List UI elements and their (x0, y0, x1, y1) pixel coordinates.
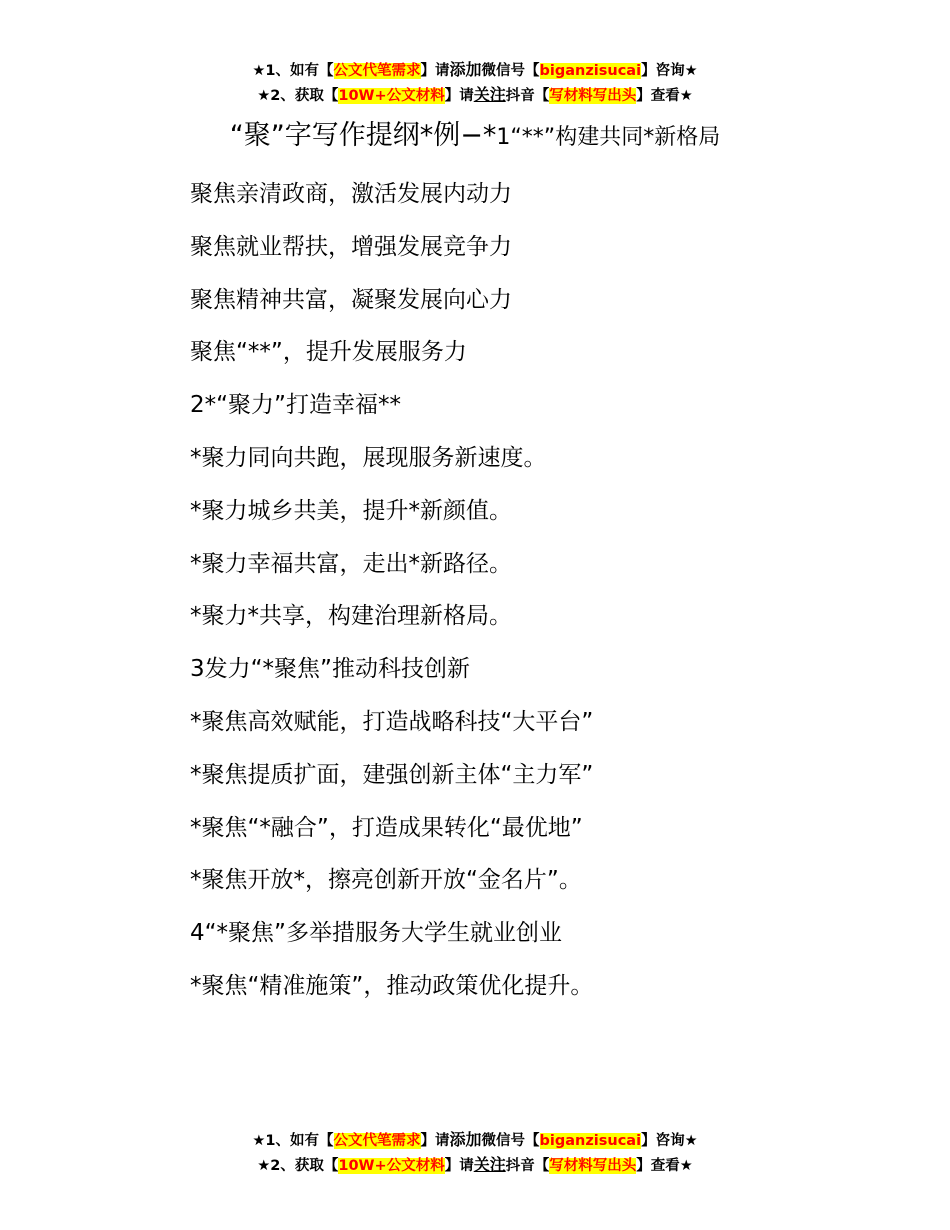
outline-heading: 2*“聚力”打造幸福** (190, 392, 401, 419)
outline-line: *聚力同向共跑，展现服务新速度。 (190, 444, 547, 471)
document-title (0, 112, 950, 162)
footer-banner (0, 1128, 950, 1178)
banner-line-1: ★1、如有【公文代笔需求】请添加微信号【biganzisucai】咨询★ (252, 60, 698, 79)
header-banner (0, 58, 950, 108)
outline-line: *聚焦开放*，擦亮创新开放“金名片”。 (190, 867, 582, 894)
banner-highlight: biganzisucai (539, 63, 642, 79)
outline-heading: 4“*聚焦”多举措服务大学生就业创业 (190, 920, 562, 947)
outline-heading: 3发力“*聚焦”推动科技创新 (190, 656, 470, 683)
outline-line: *聚力城乡共美，提升*新颜值。 (190, 497, 512, 524)
outline-line: 聚焦精神共富，凝聚发展向心力 (190, 286, 512, 313)
outline-line: *聚焦高效赋能，打造战略科技“大平台” (190, 708, 594, 735)
outline-line: *聚力*共享，构建治理新格局。 (190, 603, 512, 630)
banner-highlight: 公文代笔需求 (333, 63, 421, 79)
banner-highlight: 公文代笔需求 (333, 1133, 421, 1149)
outline-line: 聚焦亲清政商，激活发展内动力 (190, 181, 512, 207)
banner-line-2: ★2、获取【10W+公文材料】请关注抖音【写材料写出头】查看★ (257, 85, 693, 104)
banner-line-1: ★1、如有【公文代笔需求】请添加微信号【biganzisucai】咨询★ (252, 1130, 698, 1149)
outline-line: *聚焦“*融合”，打造成果转化“最优地” (190, 814, 583, 841)
outline-line: *聚力幸福共富，走出*新路径。 (190, 550, 512, 577)
outline-line: 聚焦就业帮扶，增强发展竞争力 (190, 233, 512, 260)
outline-line: *聚焦提质扩面，建强创新主体“主力军” (190, 761, 594, 788)
title-main: “聚”字写作提纲*例−* (229, 120, 497, 151)
banner-highlight: biganzisucai (539, 1133, 642, 1149)
banner-highlight: 写材料写出头 (549, 88, 637, 104)
banner-highlight: 10W+公文材料 (338, 1158, 445, 1174)
outline-body (190, 168, 910, 1013)
title-tail: 1“**”构建共同*新格局 (496, 125, 721, 150)
outline-line: *聚焦“精准施策”，推动政策优化提升。 (190, 972, 594, 999)
banner-highlight: 10W+公文材料 (338, 88, 445, 104)
banner-highlight: 写材料写出头 (549, 1158, 637, 1174)
banner-line-2: ★2、获取【10W+公文材料】请关注抖音【写材料写出头】查看★ (257, 1155, 693, 1174)
outline-line: 聚焦“**”，提升发展服务力 (190, 339, 467, 366)
